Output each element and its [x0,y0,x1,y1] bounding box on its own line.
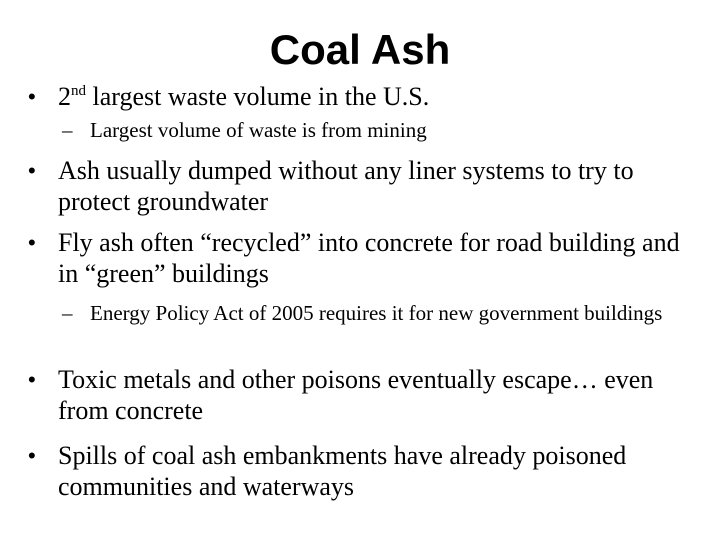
bullet-text-number: 2 [58,82,71,111]
sub-bullet-text: Largest volume of waste is from mining [90,118,427,142]
bullet-item-toxic-metals [28,364,698,426]
bullet-icon: • [28,84,36,109]
bullet-icon: • [28,230,36,255]
bullet-item-spills [28,440,698,502]
slide-title: Coal Ash [269,26,451,73]
bullet-text: Ash usually dumped without any liner systems to try to protect groundwater [58,156,634,216]
bullet-item-fly-ash [28,227,698,289]
bullet-text: Fly ash often “recycled” into concrete for road building and in “green” buildings [58,228,680,288]
sub-bullet-text: Energy Policy Act of 2005 requires it for new government buildings [90,301,663,325]
bullet-text: largest waste volume in the U.S. [86,82,430,111]
bullet-item-waste-volume [28,81,698,112]
bullet-text: Spills of coal ash embankments have already poisoned communities and waterways [58,441,627,501]
bullet-icon: • [28,443,36,468]
bullet-item-liner-systems [28,155,698,217]
dash-icon: – [62,301,73,325]
bullet-text: Toxic metals and other poisons eventually escape… even from concrete [58,365,654,425]
bullet-text-superscript: nd [71,83,86,99]
sub-bullet-item-energy-policy [62,300,680,327]
bullet-icon: • [28,158,36,183]
dash-icon: – [62,118,73,142]
bullet-icon: • [28,367,36,392]
sub-bullet-item-mining [62,117,680,144]
